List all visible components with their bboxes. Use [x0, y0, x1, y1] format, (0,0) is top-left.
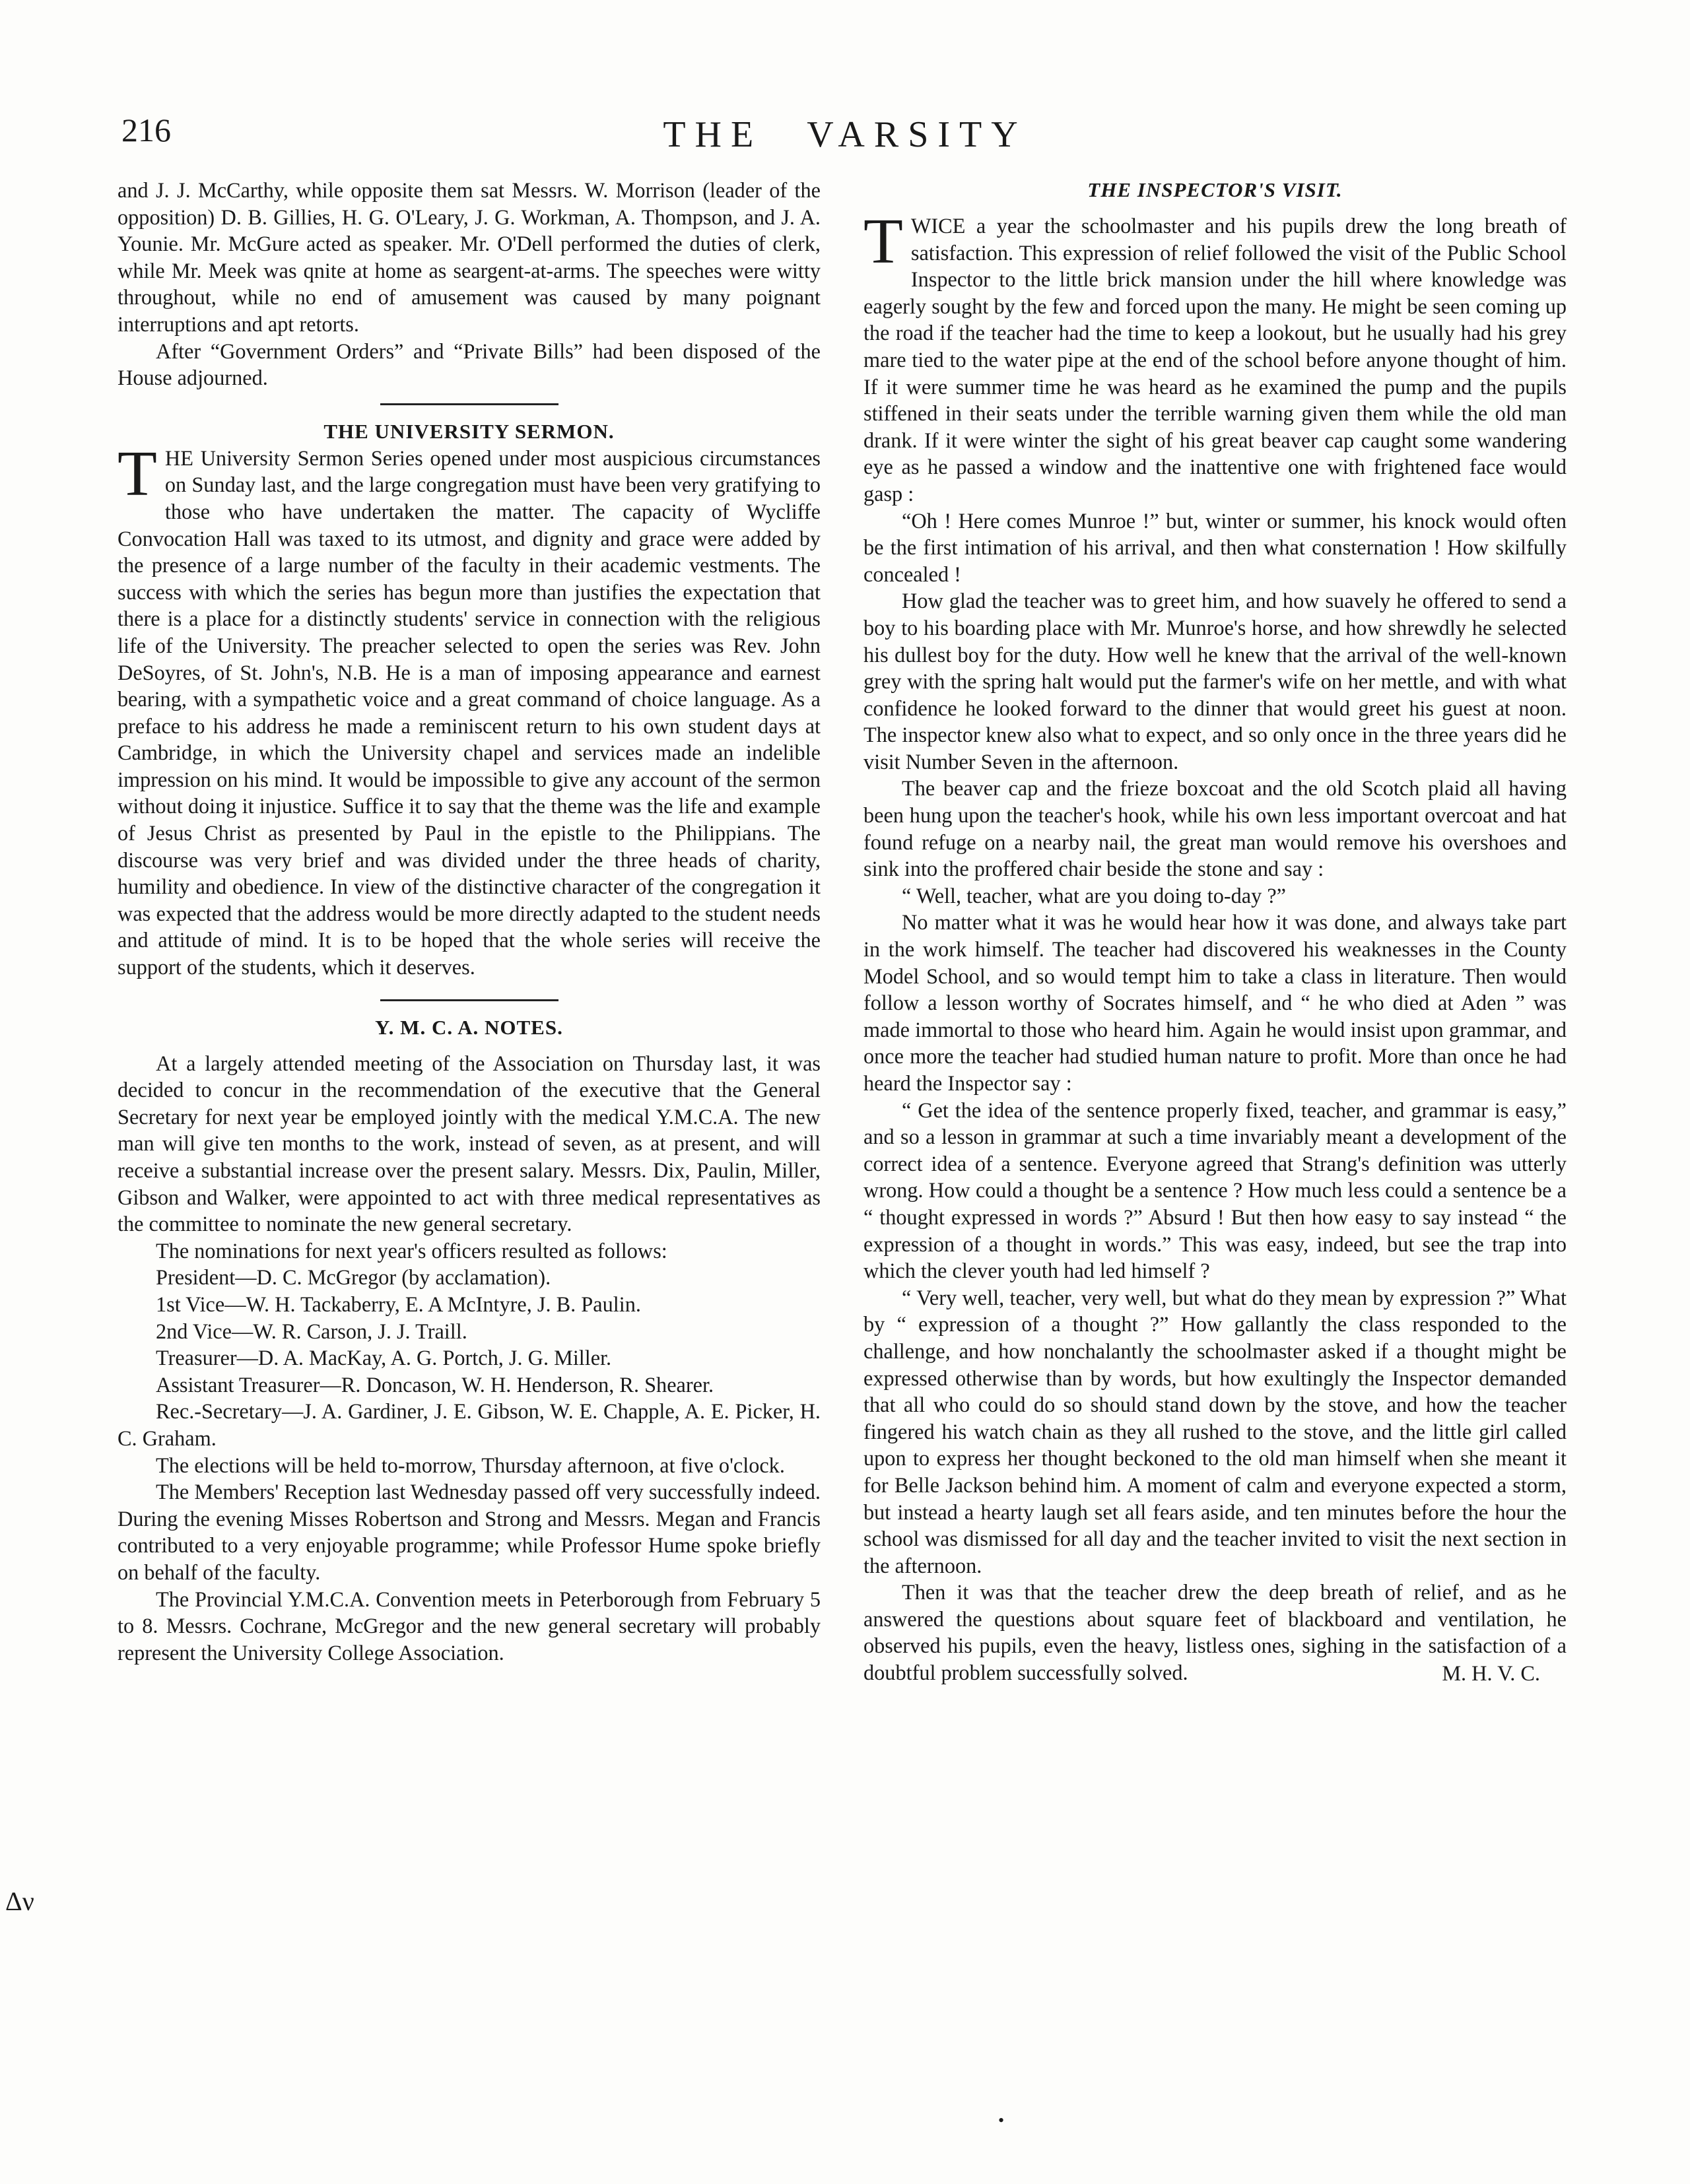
sermon-heading: THE UNIVERSITY SERMON.	[323, 419, 615, 443]
divider-rule	[380, 999, 558, 1001]
nomination-item: 1st Vice—W. H. Tackaberry, E. A McIntyre, J. B. Paulin.	[156, 1292, 641, 1316]
nomination-item: Assistant Treasurer—R. Doncason, W. H. Henderson, R. Shearer.	[156, 1372, 714, 1397]
nomination-item: Treasurer—D. A. MacKay, A. G. Portch, J. G. Miller.	[156, 1346, 612, 1370]
inspector-text: WICE a year the schoolmaster and his pupils drew the long breath of satisfaction. This expression of relief followed the visit of the Public School Inspector to the little brick mansion under the hill where knowledge was eagerly sought by the few and forced upon the many. He might be seen coming up the road if the teacher had the time to keep a lookout, but he usually had his grey mare tied to the water pipe at the end of the school before anyone thought of him. If it were summer time he was heard as he examined the pump and the pupils stiffened in their seats under the terrible warning given them while the old man drank. If it were winter the sight of his great beaver cap caught some wandering eye as he passed a window and the inattentive one with frightened face would gasp :	[863, 214, 1567, 506]
running-head: THE VARSITY	[663, 114, 1027, 155]
inspector-paragraph	[863, 206, 1567, 508]
inspector-heading: THE INSPECTOR'S VISIT.	[1087, 178, 1343, 201]
nominations-intro: The nominations for next year's officers resulted as follows:	[156, 1238, 667, 1263]
inspector-paragraph: “Oh ! Here comes Munroe !” but, winter or summer, his knock would often be the first intimation of his arrival, and then what consternation ! How skilfully concealed !	[863, 508, 1567, 586]
right-column	[863, 177, 1567, 1686]
left-column	[118, 177, 821, 1666]
nomination-item: President—D. C. McGregor (by acclamation).	[156, 1265, 551, 1290]
sermon-body	[118, 438, 821, 981]
ymca-heading: Y. M. C. A. NOTES.	[375, 1015, 563, 1039]
margin-annotation: Δν	[5, 1886, 34, 1916]
sermon-text: HE University Sermon Series opened under most auspicious circumstances on Sunday last, and the large congregation must have been very gratifying to those who have undertaken the matter. The capacity of Wycliffe Convocation Hall was taxed to its utmost, and dignity and grace were added by the presence of a large number of the faculty in their academic vestments. The success with which the series has begun more than justifies the expectation that there is a place for a distinctly students' service in connection with the religious life of the University. The preacher selected to open the series was Rev. John DeSoyres, of St. John's, N.B. He is a man of imposing appearance and earnest bearing, with a sympathetic voice and a great command of choice language. As a preface to his address he made a reminiscent return to his own student days at Cambridge, in which the University chapel and services made an indelible impression on his mind. It would be impossible to give any account of the sermon without doing it injustice. Suffice it to say that the theme was the life and example of Jesus Christ as presented by Paul in the epistle to the Philippians. The discourse was very brief and was divided under the three heads of charity, humility and obedience. In view of the distinctive character of the congregation it was expected that the address would be more directly adapted to the student needs and attitude of mind. It is to be hoped that the whole series will receive the support of the students, which it deserves.	[118, 446, 821, 979]
convention-paragraph: The Provincial Y.M.C.A. Convention meets in Peterborough from February 5 to 8. Messrs. Cochrane, McGregor and the new general secretary will probably represent the University College Association.	[118, 1587, 821, 1665]
parliament-paragraph: and J. J. McCarthy, while opposite them sat Messrs. W. Morrison (leader of the opposition) D. B. Gillies, H. G. O'Leary, J. G. Workman, A. Thompson, and J. A. Younie. Mr. McGure acted as speaker. Mr. O'Dell performed the duties of clerk, while Mr. Meek was qnite at home as seargent-at-arms. The speeches were witty throughout, while no end of amusement was caused by many poignant interruptions and apt retorts.	[118, 178, 821, 336]
decorative-dot: •	[998, 2111, 1005, 2130]
inspector-paragraph: Then it was that the teacher drew the deep breath of relief, and as he answered the questions about square feet of blackboard and ventilation, he observed his pupils, even the heavy, listless ones, sighing in the satisfaction of a doubtful problem successfully solved.	[863, 1580, 1567, 1685]
author-signature: M. H. V. C.	[1442, 1661, 1540, 1685]
divider-rule	[380, 403, 558, 405]
drop-cap: T	[118, 438, 157, 510]
reception-paragraph: The Members' Reception last Wednesday passed off very successfully indeed. During the evening Misses Robertson and Strong and Messrs. Megan and Francis contributed to a very enjoyable programme; while Professor Hume spoke briefly on behalf of the faculty.	[118, 1480, 821, 1584]
inspector-paragraph: How glad the teacher was to greet him, and how suavely he offered to send a boy to his boarding place with Mr. Munroe's horse, and how shrewdly he selected his dullest boy for the duty. How well he knew that the arrival of the well-known grey with the spring halt would put the farmer's wife on her mettle, and with what confidence he looked forward to the dinner that would greet his guest at noon. The inspector knew also what to expect, and so only once in the three years did he visit Number Seven in the afternoon.	[863, 589, 1567, 774]
elections-paragraph: The elections will be held to-morrow, Thursday afternoon, at five o'clock.	[156, 1453, 785, 1477]
nomination-item: 2nd Vice—W. R. Carson, J. J. Traill.	[156, 1319, 467, 1343]
adjournment-paragraph: After “Government Orders” and “Private Bills” had been disposed of the House adjourned.	[118, 339, 821, 390]
ymca-paragraph: At a largely attended meeting of the Association on Thursday last, it was decided to concur in the recommendation of the executive that the General Secretary for next year be employed jointly with the medical Y.M.C.A. The new man will give ten months to the work, instead of seven, as at present, and will receive a substantial increase over the present salary. Messrs. Dix, Paulin, Miller, Gibson and Walker, were appointed to act with three medical representatives as the committee to nominate the new general secretary.	[118, 1051, 821, 1236]
inspector-paragraph: “ Get the idea of the sentence properly fixed, teacher, and grammar is easy,” and so a lesson in grammar at such a time invariably meant a development of the correct idea of a sentence. Everyone agreed that Strang's definition was utterly wrong. How could a thought be a sentence ? How much less could a sentence be a “ thought expressed in words ?” Absurd ! But then how easy to say instead “ the expression of a thought in words.” This was easy, indeed, but see the trap into which the clever youth had led himself ?	[863, 1098, 1567, 1283]
inspector-paragraph: “ Very well, teacher, very well, but what do they mean by expression ?” What by “ expression of a thought ?” How gallantly the class responded to the challenge, and how nonchalantly the schoolmaster asked if a thought might be expressed otherwise than by words, but how exultingly the Inspector demanded that all who could do so should stand down by the stove, and how the teacher fingered his watch chain as they all rushed to the stove, and the little girl called upon to express her thought beckoned to the old man himself when she meant it for Belle Jackson behind him. A moment of calm and everyone expected a storm, but instead a hearty laugh set all fears aside, and ten minutes before the hour the school was dismissed for all day and the teacher invited to visit the next section in the afternoon.	[863, 1285, 1567, 1577]
inspector-paragraph: “ Well, teacher, what are you doing to-day ?”	[902, 883, 1286, 908]
page-number: 216	[121, 112, 171, 149]
inspector-paragraph: The beaver cap and the frieze boxcoat and the old Scotch plaid all having been hung upon the teacher's hook, while his own less important overcoat and hat found refuge on a nearby nail, the great man would remove his overshoes and sink into the proffered chair beside the stone and say :	[863, 776, 1567, 881]
nomination-item: Rec.-Secretary—J. A. Gardiner, J. E. Gibson, W. E. Chapple, A. E. Picker, H. C. Graham.	[118, 1399, 821, 1450]
drop-cap: T	[863, 206, 903, 277]
inspector-paragraph: No matter what it was he would hear how it was done, and always take part in the work himself. The teacher had discovered his weaknesses in the County Model School, and so would tempt him to take a class in literature. Then would follow a lesson worthy of Socrates himself, and “ he who died at Aden ” was made immortal to those who heard him. Again he would insist upon grammar, and once more the teacher had studied human nature to profit. More than once he had heard the Inspector say :	[863, 910, 1567, 1095]
